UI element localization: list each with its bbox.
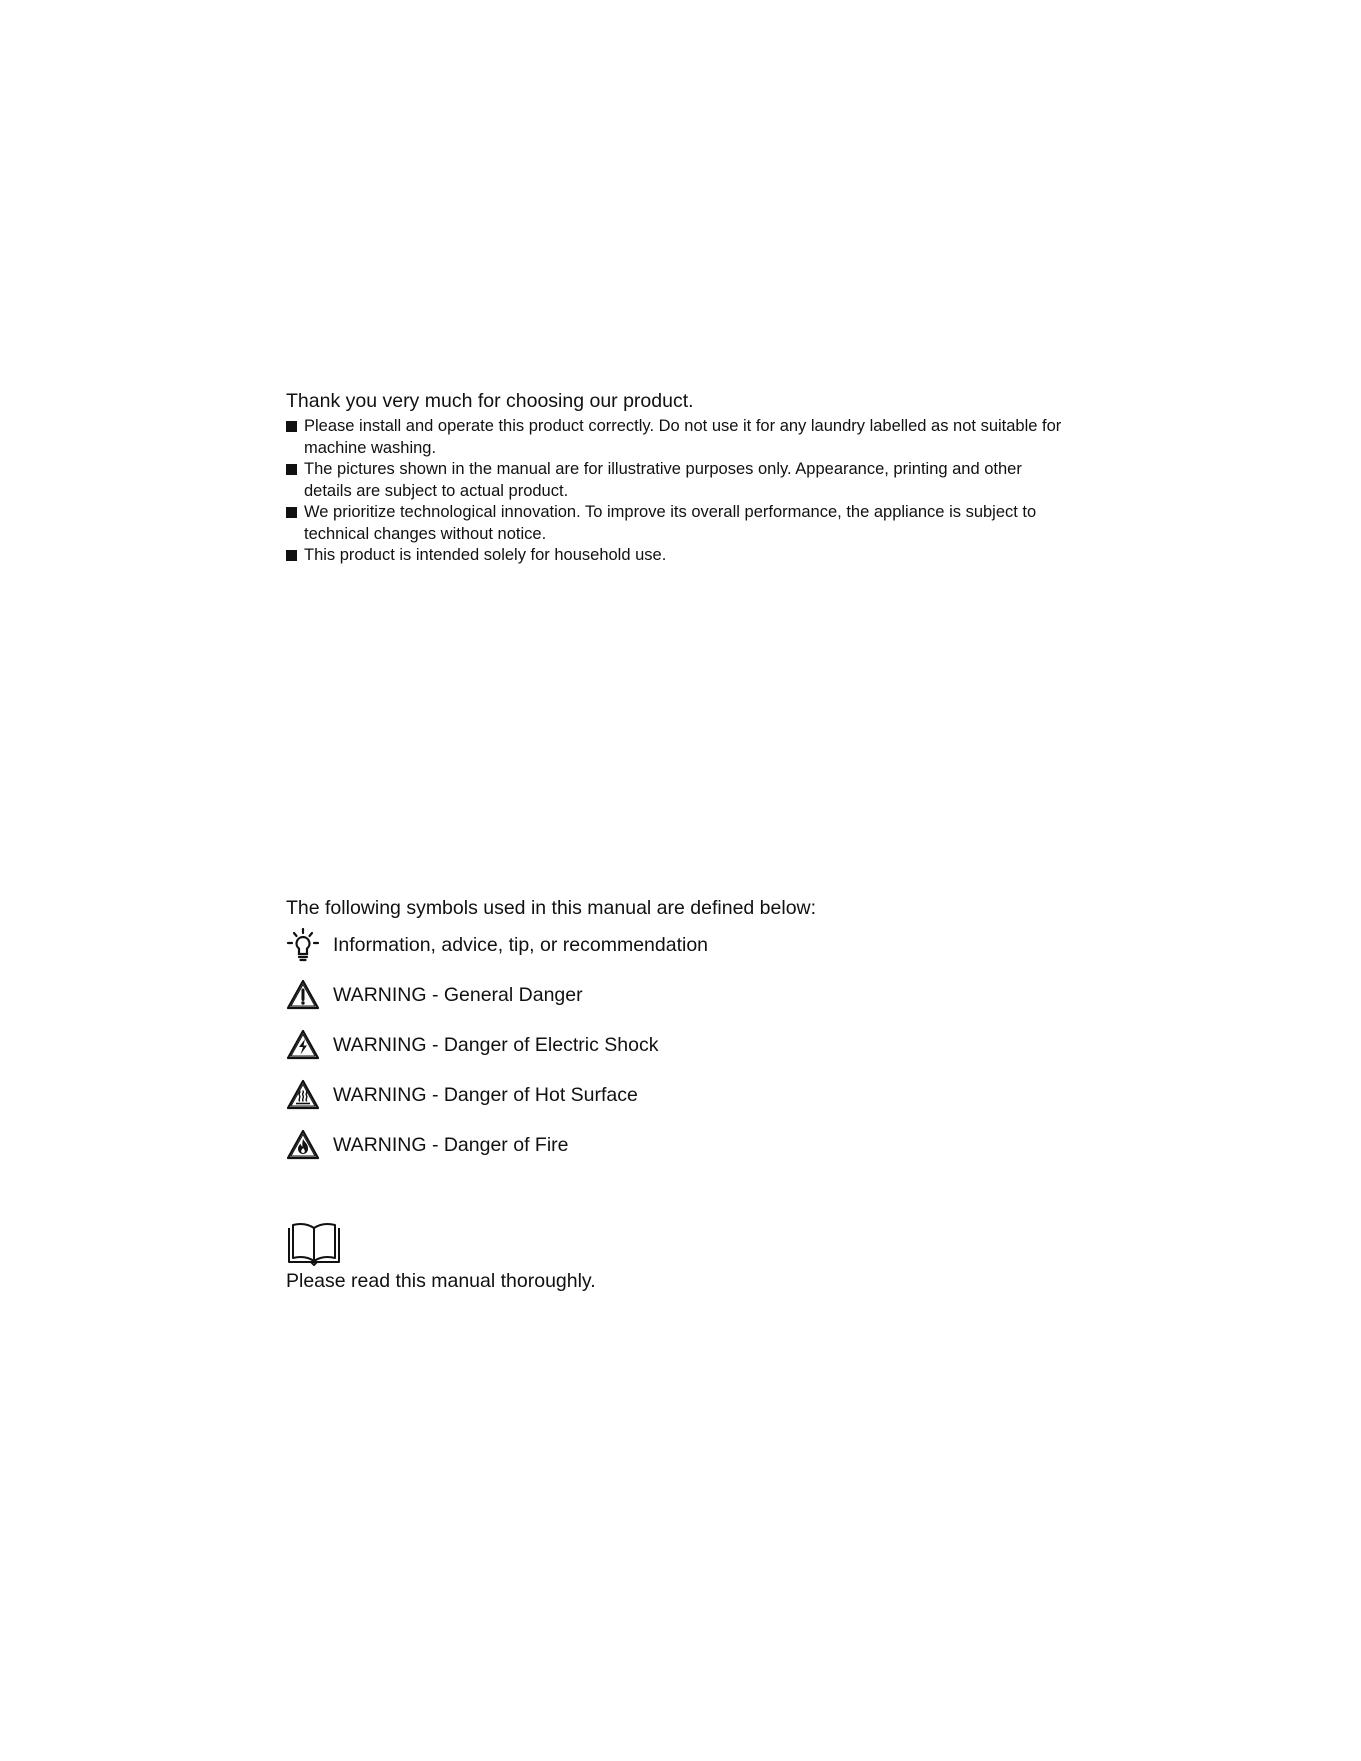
intro-bullet-list — [286, 416, 1066, 567]
fire-warning-icon — [286, 1128, 320, 1162]
square-bullet-icon — [286, 550, 297, 561]
symbols-title: The following symbols used in this manual are defined below: — [286, 897, 817, 919]
symbol-row-fire — [286, 1128, 569, 1162]
symbol-row-general-danger — [286, 978, 583, 1012]
symbol-row-hot-surface — [286, 1078, 638, 1112]
general-danger-warning-icon — [286, 978, 320, 1012]
hot-surface-warning-icon — [286, 1078, 320, 1112]
intro-bullet-text: This product is intended solely for household use. — [304, 546, 667, 564]
intro-bullet-item — [286, 545, 1066, 567]
intro-bullet-text: We prioritize technological innovation. To improve its overall performance, the appliance is subject to technical changes without notice. — [304, 503, 1037, 543]
square-bullet-icon — [286, 421, 297, 432]
intro-bullet-item — [286, 502, 1066, 545]
open-book-icon — [286, 1222, 596, 1268]
intro-bullet-item — [286, 416, 1066, 459]
symbols-section — [286, 895, 1066, 1156]
square-bullet-icon — [286, 507, 297, 518]
square-bullet-icon — [286, 464, 297, 475]
intro-bullet-text: Please install and operate this product correctly. Do not use it for any laundry labelled as not suitable for machine washing. — [304, 417, 1062, 457]
intro-section — [286, 388, 1066, 567]
symbol-label: WARNING - Danger of Hot Surface — [333, 1084, 638, 1106]
intro-title: Thank you very much for choosing our product. — [286, 390, 694, 412]
read-manual-text: Please read this manual thoroughly. — [286, 1270, 596, 1292]
read-manual-section — [286, 1222, 596, 1314]
symbol-label: WARNING - Danger of Fire — [333, 1134, 569, 1156]
symbol-row-electric-shock — [286, 1028, 658, 1062]
symbol-label: WARNING - General Danger — [333, 984, 583, 1006]
symbol-row-info — [286, 928, 708, 962]
symbol-label: Information, advice, tip, or recommendation — [333, 934, 709, 956]
lightbulb-icon — [286, 928, 320, 962]
intro-bullet-item — [286, 459, 1066, 502]
symbol-label: WARNING - Danger of Electric Shock — [333, 1034, 659, 1056]
electric-shock-warning-icon — [286, 1028, 320, 1062]
intro-bullet-text: The pictures shown in the manual are for illustrative purposes only. Appearance, printing and other details are subject to actual product. — [304, 460, 1022, 500]
